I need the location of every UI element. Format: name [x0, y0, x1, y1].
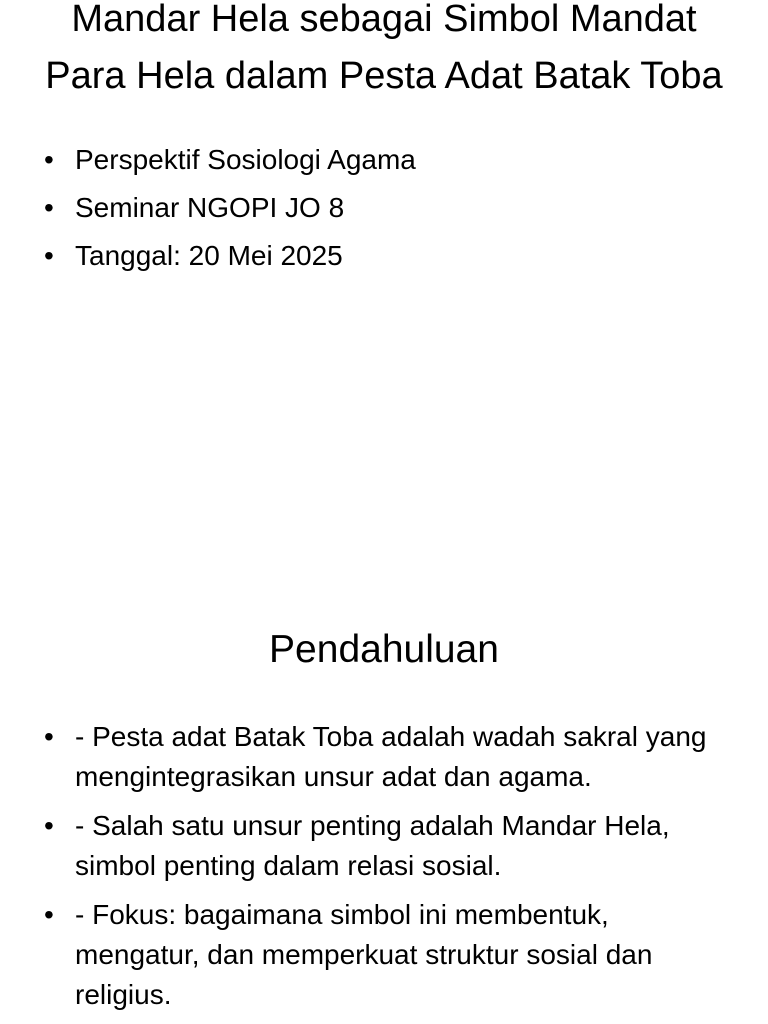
- bullet-dot-icon: •: [44, 240, 54, 271]
- bullet-item: [40, 717, 730, 797]
- slide-2: [0, 512, 768, 1024]
- bullet-dot-icon: •: [44, 899, 54, 930]
- bullet-text: Perspektif Sosiologi Agama: [75, 144, 416, 175]
- bullet-item: [40, 140, 730, 180]
- slide-2-title: Pendahuluan: [269, 628, 499, 671]
- bullet-dot-icon: •: [44, 144, 54, 175]
- slide-1-title: Mandar Hela sebagai Simbol Mandat Para Hela dalam Pesta Adat Batak Toba: [45, 0, 723, 97]
- slide-2-bullet-list: [40, 717, 730, 1024]
- bullet-item: [40, 895, 730, 1015]
- bullet-item: [40, 188, 730, 228]
- bullet-dot-icon: •: [44, 721, 54, 752]
- bullet-text: - Pesta adat Batak Toba adalah wadah sakral yang mengintegrasikan unsur adat dan agama.: [75, 721, 707, 792]
- bullet-item: [40, 236, 730, 276]
- bullet-text: - Salah satu unsur penting adalah Mandar Hela, simbol penting dalam relasi sosial.: [75, 810, 670, 881]
- bullet-item: [40, 806, 730, 886]
- bullet-text: - Fokus: bagaimana simbol ini membentuk, mengatur, dan memperkuat struktur sosial dan religius.: [75, 899, 653, 1010]
- bullet-text: Seminar NGOPI JO 8: [75, 192, 345, 223]
- slide-1-bullet-list: [40, 140, 730, 284]
- bullet-text: Tanggal: 20 Mei 2025: [75, 240, 343, 271]
- bullet-dot-icon: •: [44, 810, 54, 841]
- bullet-dot-icon: •: [44, 192, 54, 223]
